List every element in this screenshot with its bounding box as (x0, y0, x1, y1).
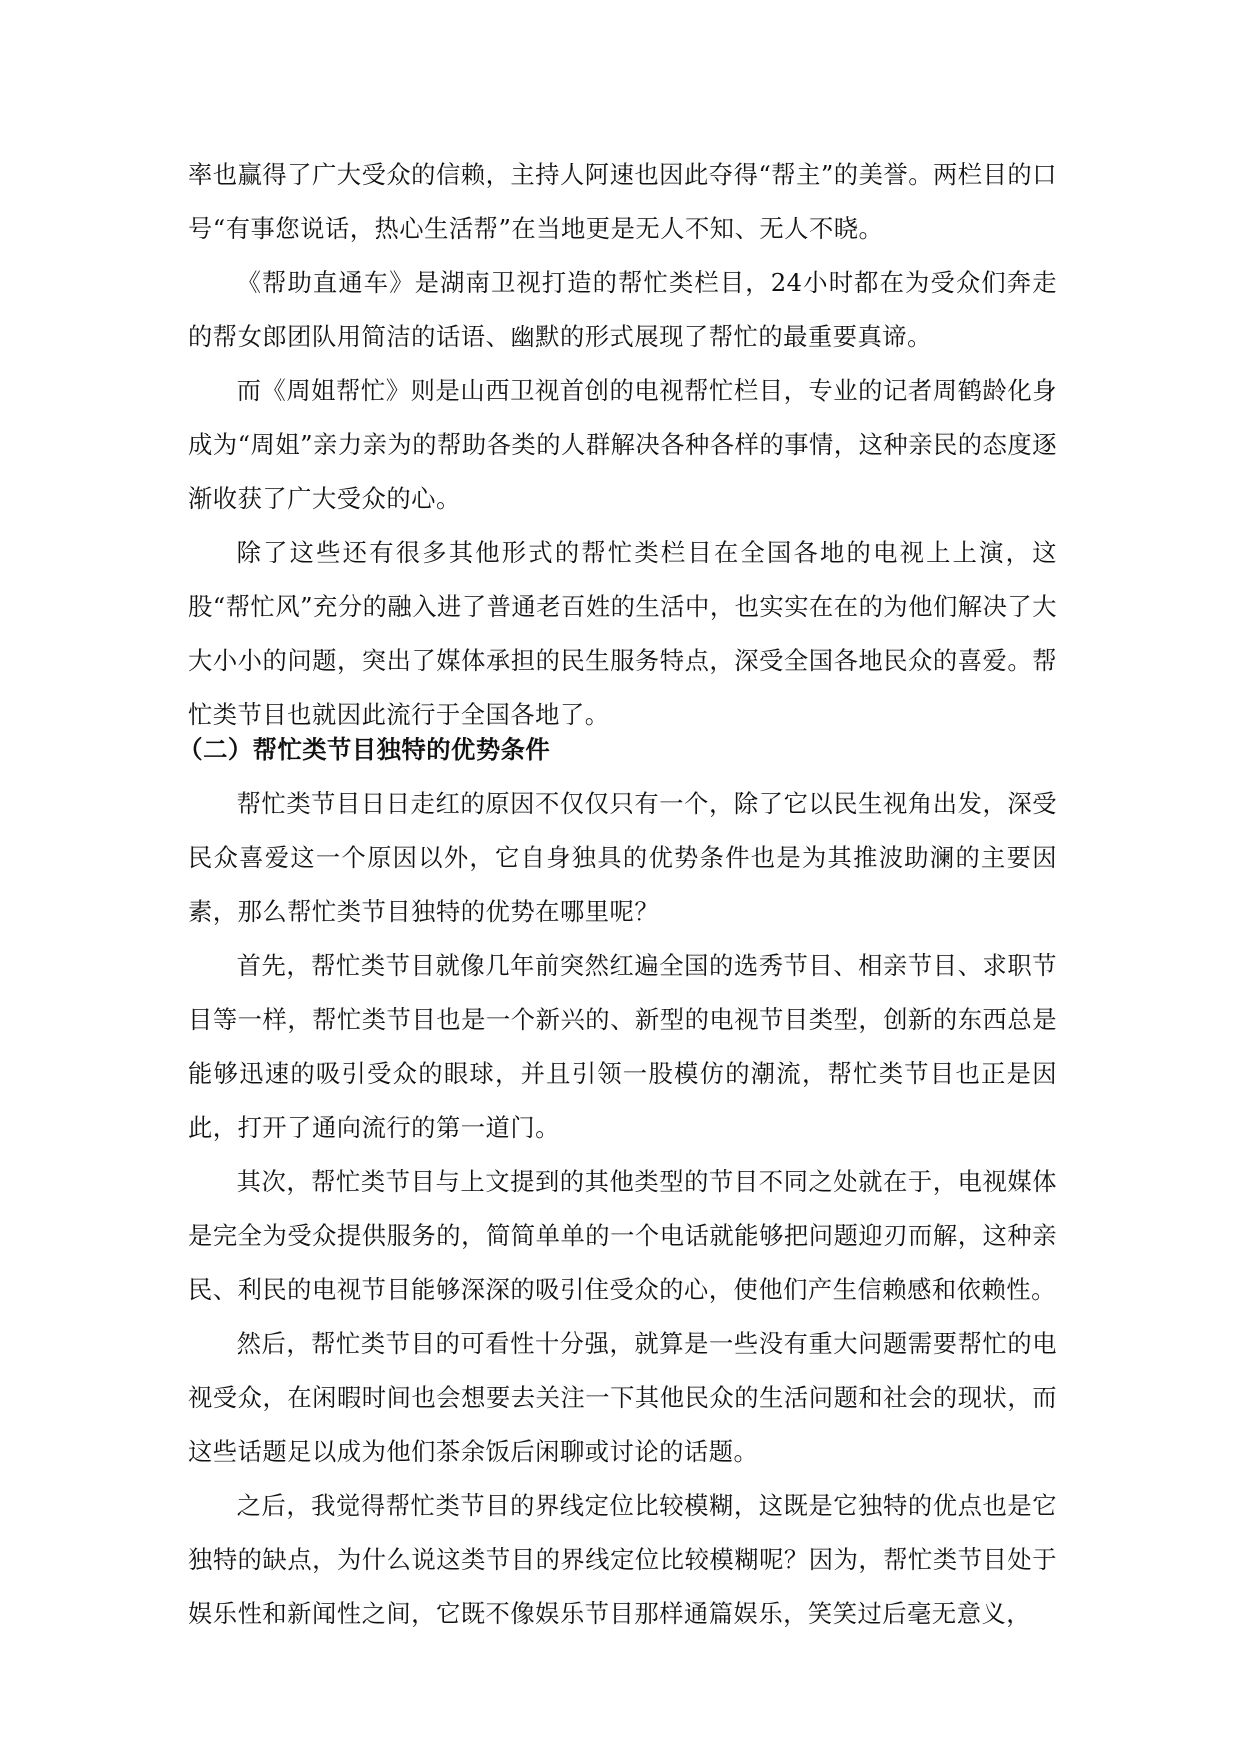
paragraph-first: 首先，帮忙类节目就像几年前突然红遍全国的选秀节目、相亲节目、求职节目等一样，帮忙类节目也是一个新兴的、新型的电视节目类型，创新的东西总是能够迅速的吸引受众的眼球，并且引领一股模仿的潮流，帮忙类节目也正是因此，打开了通向流行的第一道门。 (188, 951, 1057, 1142)
section-heading: （二）帮忙类节目独特的优势条件 (178, 735, 551, 764)
paragraph-second: 其次，帮忙类节目与上文提到的其他类型的节目不同之处就在于，电视媒体是完全为受众提供服务的，简简单单的一个电话就能够把问题迎刃而解，这种亲民、利民的电视节目能够深深的吸引住受众的心，使他们产生信赖感和依赖性。 (188, 1167, 1057, 1304)
paragraph-continuation: 率也赢得了广大受众的信赖，主持人阿速也因此夺得“帮主”的美誉。两栏目的口号“有事您说话，热心生活帮”在当地更是无人不知、无人不晓。 (188, 160, 1057, 243)
paragraph-zhoujie-bangmang: 而《周姐帮忙》则是山西卫视首创的电视帮忙栏目，专业的记者周鹤龄化身成为“周姐”亲力亲为的帮助各类的人群解决各种各样的事情，这种亲民的态度逐渐收获了广大受众的心。 (188, 376, 1057, 513)
paragraph-after: 之后，我觉得帮忙类节目的界线定位比较模糊，这既是它独特的优点也是它独特的缺点，为什么说这类节目的界线定位比较模糊呢？因为，帮忙类节目处于娱乐性和新闻性之间，它既不像娱乐节目那样通篇娱乐，笑笑过后毫无意义， (188, 1491, 1057, 1628)
paragraph-advantage-intro: 帮忙类节目日日走红的原因不仅仅只有一个，除了它以民生视角出发，深受民众喜爱这一个原因以外，它自身独具的优势条件也是为其推波助澜的主要因素，那么帮忙类节目独特的优势在哪里呢？ (188, 789, 1057, 926)
paragraph-bangmang-feng: 除了这些还有很多其他形式的帮忙类栏目在全国各地的电视上上演，这股“帮忙风”充分的融入进了普通老百姓的生活中，也实实在在的为他们解决了大大小小的问题，突出了媒体承担的民生服务特点，深受全国各地民众的喜爱。帮忙类节目也就因此流行于全国各地了。 (188, 538, 1057, 729)
paragraph-then: 然后，帮忙类节目的可看性十分强，就算是一些没有重大问题需要帮忙的电视受众，在闲暇时间也会想要去关注一下其他民众的生活问题和社会的现状，而这些话题足以成为他们茶余饭后闲聊或讨论的话题。 (188, 1329, 1057, 1466)
paragraph-bangzhu-zhitongche: 《帮助直通车》是湖南卫视打造的帮忙类栏目，24小时都在为受众们奔走的帮女郎团队用简洁的话语、幽默的形式展现了帮忙的最重要真谛。 (188, 268, 1057, 351)
body-text-bottom (178, 723, 1057, 1641)
body-text-top (188, 148, 1057, 742)
